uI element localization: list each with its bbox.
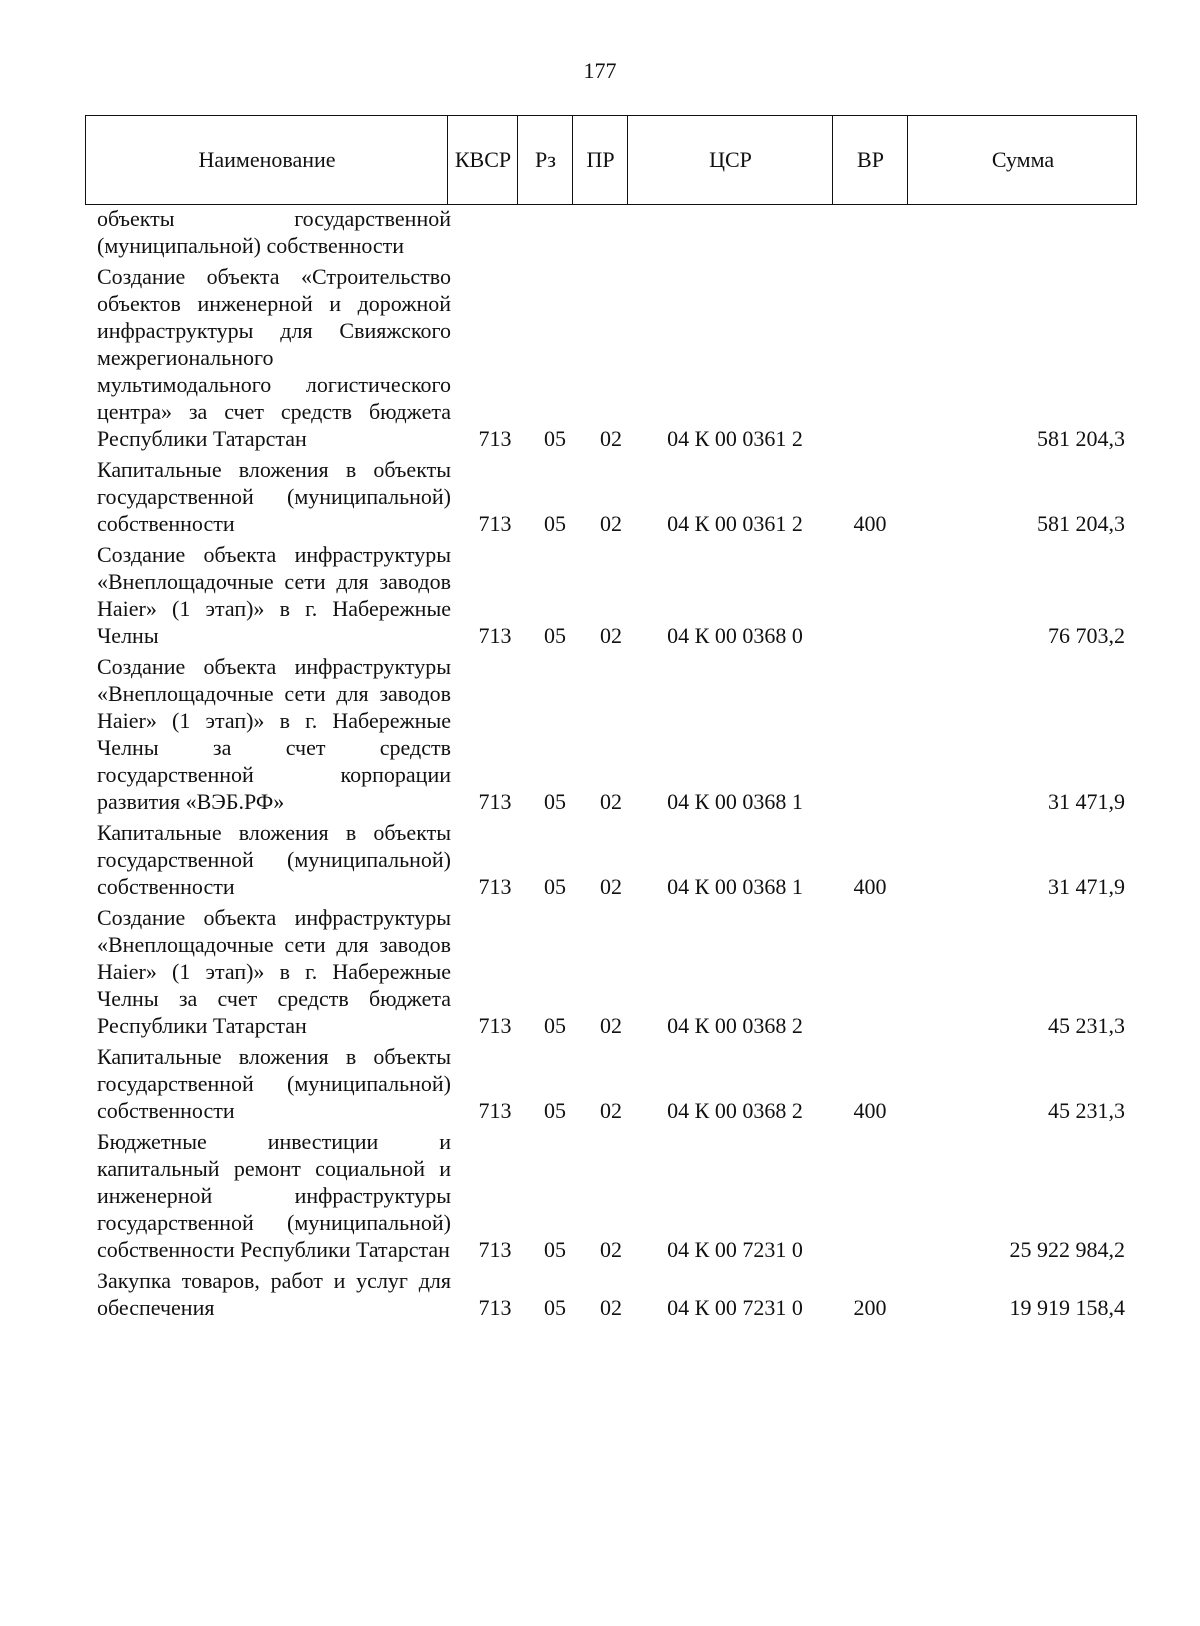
row-kvsr: 713 <box>478 1237 512 1262</box>
table-row <box>85 819 1137 900</box>
row-csr: 04 К 00 0361 2 <box>667 511 803 536</box>
header-rz: Рз <box>535 147 556 172</box>
header-divider <box>832 116 833 204</box>
budget-table <box>85 115 1137 1321</box>
row-name: Бюджетные инвестиции и капитальный ремонт социальной и инженерной инфраструктуры государственной (муниципальной) собственности Республики Татарстан <box>97 1129 451 1262</box>
row-pr: 02 <box>600 623 622 648</box>
row-sum: 581 204,3 <box>1037 511 1125 536</box>
row-rz: 05 <box>544 1237 566 1262</box>
row-vr: 400 <box>853 874 887 899</box>
row-rz: 05 <box>544 1013 566 1038</box>
row-pr: 02 <box>600 511 622 536</box>
row-rz: 05 <box>544 1098 566 1123</box>
table-row <box>85 1043 1137 1124</box>
header-vr: ВР <box>857 147 884 172</box>
row-vr: 400 <box>853 511 887 536</box>
header-csr: ЦСР <box>709 147 752 172</box>
table-row <box>85 541 1137 649</box>
row-csr: 04 К 00 0368 2 <box>667 1098 803 1123</box>
row-name: Капитальные вложения в объекты государственной (муниципальной) собственности <box>97 1044 451 1123</box>
row-pr: 02 <box>600 426 622 451</box>
table-body <box>85 205 1137 1321</box>
header-pr: ПР <box>586 147 615 172</box>
header-divider <box>907 116 908 204</box>
row-kvsr: 713 <box>478 623 512 648</box>
row-csr: 04 К 00 0368 0 <box>667 623 803 648</box>
page-number: 177 <box>583 58 617 83</box>
row-pr: 02 <box>600 874 622 899</box>
row-name: Капитальные вложения в объекты государственной (муниципальной) собственности <box>97 820 451 899</box>
row-rz: 05 <box>544 623 566 648</box>
row-kvsr: 713 <box>478 874 512 899</box>
table-row <box>85 904 1137 1039</box>
row-csr: 04 К 00 7231 0 <box>667 1237 803 1262</box>
row-vr: 400 <box>853 1098 887 1123</box>
row-pr: 02 <box>600 789 622 814</box>
row-sum: 25 922 984,2 <box>1009 1237 1125 1262</box>
header-name: Наименование <box>198 147 336 172</box>
table-row <box>85 1128 1137 1263</box>
row-kvsr: 713 <box>478 511 512 536</box>
row-pr: 02 <box>600 1295 622 1320</box>
table-row <box>85 456 1137 537</box>
table-row <box>85 1267 1137 1321</box>
row-rz: 05 <box>544 426 566 451</box>
row-sum: 31 471,9 <box>1048 874 1125 899</box>
row-sum: 45 231,3 <box>1048 1013 1125 1038</box>
row-rz: 05 <box>544 789 566 814</box>
row-name: Создание объекта инфраструктуры «Внеплощадочные сети для заводов Haier» (1 этап)» в г. Набережные Челны за счет средств государственной корпорации развития «ВЭБ.РФ» <box>97 654 451 814</box>
table-header <box>85 115 1137 205</box>
row-kvsr: 713 <box>478 426 512 451</box>
row-vr: 200 <box>853 1295 887 1320</box>
table-row <box>85 263 1137 452</box>
row-kvsr: 713 <box>478 789 512 814</box>
row-pr: 02 <box>600 1013 622 1038</box>
row-sum: 19 919 158,4 <box>1009 1295 1125 1320</box>
header-divider <box>627 116 628 204</box>
row-name: Создание объекта «Строительство объектов инженерной и дорожной инфраструктуры для Свияжского межрегионального мультимодального логистического центра» за счет средств бюджета Республики Татарстан <box>97 264 451 451</box>
header-divider <box>572 116 573 204</box>
header-sum: Сумма <box>991 147 1055 172</box>
header-kvsr: КВСР <box>454 147 512 172</box>
table-row <box>85 653 1137 815</box>
row-pr: 02 <box>600 1098 622 1123</box>
row-rz: 05 <box>544 511 566 536</box>
row-rz: 05 <box>544 874 566 899</box>
row-kvsr: 713 <box>478 1295 512 1320</box>
row-name: Закупка товаров, работ и услуг для обеспечения <box>97 1268 451 1320</box>
row-name: Создание объекта инфраструктуры «Внеплощадочные сети для заводов Haier» (1 этап)» в г. Набережные Челны за счет средств бюджета Республики Татарстан <box>97 905 451 1038</box>
row-csr: 04 К 00 0368 1 <box>667 874 803 899</box>
row-csr: 04 К 00 0368 1 <box>667 789 803 814</box>
header-divider <box>447 116 448 204</box>
row-name: Создание объекта инфраструктуры «Внеплощадочные сети для заводов Haier» (1 этап)» в г. Набережные Челны <box>97 542 451 648</box>
row-csr: 04 К 00 7231 0 <box>667 1295 803 1320</box>
row-csr: 04 К 00 0368 2 <box>667 1013 803 1038</box>
row-sum: 581 204,3 <box>1037 426 1125 451</box>
row-sum: 45 231,3 <box>1048 1098 1125 1123</box>
row-sum: 76 703,2 <box>1048 623 1125 648</box>
row-kvsr: 713 <box>478 1013 512 1038</box>
header-divider <box>517 116 518 204</box>
row-sum: 31 471,9 <box>1048 789 1125 814</box>
row-pr: 02 <box>600 1237 622 1262</box>
table-row <box>85 205 1137 259</box>
row-name: Капитальные вложения в объекты государственной (муниципальной) собственности <box>97 457 451 536</box>
row-rz: 05 <box>544 1295 566 1320</box>
row-csr: 04 К 00 0361 2 <box>667 426 803 451</box>
row-name: объекты государственной (муниципальной) собственности <box>97 206 451 258</box>
row-kvsr: 713 <box>478 1098 512 1123</box>
